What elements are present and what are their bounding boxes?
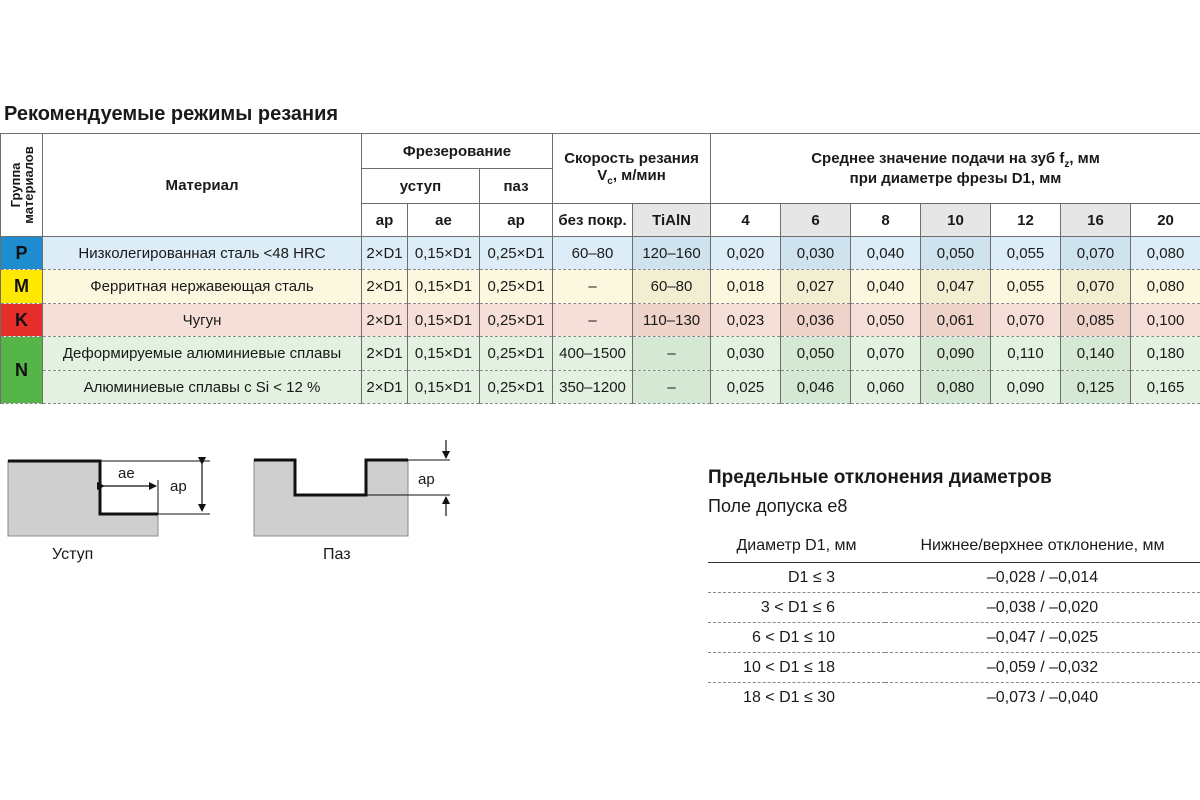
tolerance-col-deviation: Нижнее/верхнее отклонение, мм (885, 530, 1200, 563)
group-header (1, 134, 43, 237)
speed-header-line1: Скорость резания (564, 150, 699, 167)
diameter-header: 8 (851, 204, 921, 237)
feed-cell: 0,046 (781, 371, 851, 404)
table-row (708, 653, 1200, 683)
table-row (708, 623, 1200, 653)
page-title: Рекомендуемые режимы резания (4, 103, 339, 125)
feed-cell: 0,050 (921, 237, 991, 270)
feed-cell: 0,080 (1131, 270, 1200, 304)
feed-cell: 0,023 (711, 304, 781, 337)
ledge-diagram (0, 440, 230, 540)
material-header: Материал (43, 134, 362, 237)
cutting-modes-table (0, 133, 1200, 404)
speed-tialn-cell: 120–160 (633, 237, 711, 270)
feed-cell: 0,085 (1061, 304, 1131, 337)
table-row (1, 237, 1200, 270)
material-cell: Низколегированная сталь <48 HRC (43, 237, 362, 270)
ledge-caption: Уступ (52, 546, 94, 563)
diameter-header: 20 (1131, 204, 1200, 237)
speed-nocoat-cell: – (553, 270, 633, 304)
speed-tialn-cell: 110–130 (633, 304, 711, 337)
tolerance-table (708, 530, 1200, 712)
ap-label: ap (170, 478, 187, 495)
feed-cell: 0,125 (1061, 371, 1131, 404)
tolerance-title: Предельные отклонения диаметров (708, 467, 1052, 488)
ap-slot-cell: 0,25×D1 (480, 270, 553, 304)
slot-shape (254, 460, 408, 536)
feed-cell: 0,110 (991, 337, 1061, 371)
speed-header (553, 134, 711, 204)
material-cell: Ферритная нержавеющая сталь (43, 270, 362, 304)
feed-cell: 0,070 (991, 304, 1061, 337)
feed-cell: 0,055 (991, 237, 1061, 270)
ap-slot-cell: 0,25×D1 (480, 371, 553, 404)
tolerance-subtitle: Поле допуска e8 (708, 496, 848, 516)
tolerance-deviation: –0,028 / –0,014 (885, 563, 1200, 593)
no-coat-header: без покр. (553, 204, 633, 237)
ae-cell: 0,15×D1 (408, 237, 480, 270)
tolerance-deviation: –0,038 / –0,020 (885, 593, 1200, 623)
ap-cell: 2×D1 (362, 337, 408, 371)
feed-cell: 0,047 (921, 270, 991, 304)
feed-cell: 0,055 (991, 270, 1061, 304)
feed-cell: 0,100 (1131, 304, 1200, 337)
feed-cell: 0,030 (711, 337, 781, 371)
table-row (1, 337, 1200, 371)
speed-nocoat-cell: – (553, 304, 633, 337)
ae-cell: 0,15×D1 (408, 304, 480, 337)
slot-diagram (250, 438, 470, 540)
feed-cell: 0,165 (1131, 371, 1200, 404)
ap-slot-cell: 0,25×D1 (480, 304, 553, 337)
diameter-header: 4 (711, 204, 781, 237)
tialn-header: TiAlN (633, 204, 711, 237)
ap-cell: 2×D1 (362, 304, 408, 337)
ae-header: ae (408, 204, 480, 237)
feed-cell: 0,180 (1131, 337, 1200, 371)
tolerance-range: 6 < D1 ≤ 10 (708, 623, 885, 653)
tolerance-col-diameter: Диаметр D1, мм (708, 530, 885, 563)
table-row (708, 683, 1200, 713)
feed-cell: 0,070 (1061, 237, 1131, 270)
ledge-header: уступ (362, 169, 480, 204)
speed-tialn-cell: 60–80 (633, 270, 711, 304)
speed-tialn-cell: – (633, 337, 711, 371)
table-row (1, 270, 1200, 304)
feed-cell: 0,061 (921, 304, 991, 337)
slot-header: паз (480, 169, 553, 204)
group-header-label: Группа материалов (7, 146, 36, 224)
feed-cell: 0,090 (921, 337, 991, 371)
ap-cell: 2×D1 (362, 371, 408, 404)
ap-slot-label: ap (418, 471, 435, 488)
feed-cell: 0,025 (711, 371, 781, 404)
group-cell: N (1, 337, 43, 404)
feed-cell: 0,027 (781, 270, 851, 304)
slot-caption: Паз (323, 546, 351, 563)
feed-header-line1: Среднее значение подачи на зуб $f_z$, мм (811, 150, 1100, 170)
ae-cell: 0,15×D1 (408, 337, 480, 371)
feed-cell: 0,040 (851, 237, 921, 270)
tolerance-deviation: –0,059 / –0,032 (885, 653, 1200, 683)
ae-cell: 0,15×D1 (408, 270, 480, 304)
material-cell: Деформируемые алюминиевые сплавы (43, 337, 362, 371)
tolerance-range: D1 ≤ 3 (708, 563, 885, 593)
feed-cell: 0,030 (781, 237, 851, 270)
ap-slot-cell: 0,25×D1 (480, 237, 553, 270)
feed-cell: 0,050 (851, 304, 921, 337)
speed-tialn-cell: – (633, 371, 711, 404)
speed-header-line2: $V_c$, м/мин (597, 167, 666, 187)
group-cell: P (1, 237, 43, 270)
diameter-header: 10 (921, 204, 991, 237)
tolerance-range: 10 < D1 ≤ 18 (708, 653, 885, 683)
ledge-shape (8, 461, 158, 536)
table-row (1, 371, 1200, 404)
speed-nocoat-cell: 400–1500 (553, 337, 633, 371)
tolerance-deviation: –0,073 / –0,040 (986, 688, 1099, 706)
table-row (1, 304, 1200, 337)
ap-cell: 2×D1 (362, 237, 408, 270)
feed-cell: 0,070 (1061, 270, 1131, 304)
feed-cell: 0,090 (991, 371, 1061, 404)
group-cell: M (1, 270, 43, 304)
diameter-header: 6 (781, 204, 851, 237)
feed-cell: 0,040 (851, 270, 921, 304)
ap-slot-header: ap (480, 204, 553, 237)
feed-header-line2: при диаметре фрезы D1, мм (849, 170, 1062, 187)
diameter-header: 12 (991, 204, 1061, 237)
table-row (708, 593, 1200, 623)
milling-header: Фрезерование (362, 134, 553, 169)
diameter-header: 16 (1061, 204, 1131, 237)
feed-cell: 0,020 (711, 237, 781, 270)
tolerance-range: 18 < D1 ≤ 30 (743, 688, 835, 706)
feed-header (711, 134, 1200, 204)
ap-slot-cell: 0,25×D1 (480, 337, 553, 371)
group-cell: K (1, 304, 43, 337)
feed-cell: 0,080 (1131, 237, 1200, 270)
tolerance-range: 3 < D1 ≤ 6 (708, 593, 885, 623)
ae-label: ae (118, 465, 135, 482)
tolerance-deviation: –0,047 / –0,025 (885, 623, 1200, 653)
feed-cell: 0,050 (781, 337, 851, 371)
feed-cell: 0,060 (851, 371, 921, 404)
speed-nocoat-cell: 350–1200 (553, 371, 633, 404)
table-row (708, 563, 1200, 593)
feed-cell: 0,080 (921, 371, 991, 404)
feed-cell: 0,070 (851, 337, 921, 371)
feed-cell: 0,036 (781, 304, 851, 337)
ap-cell: 2×D1 (362, 270, 408, 304)
speed-nocoat-cell: 60–80 (553, 237, 633, 270)
feed-cell: 0,018 (711, 270, 781, 304)
ae-cell: 0,15×D1 (408, 371, 480, 404)
material-cell: Чугун (43, 304, 362, 337)
material-cell: Алюминиевые сплавы с Si < 12 % (43, 371, 362, 404)
ap-header: ap (362, 204, 408, 237)
feed-cell: 0,140 (1061, 337, 1131, 371)
